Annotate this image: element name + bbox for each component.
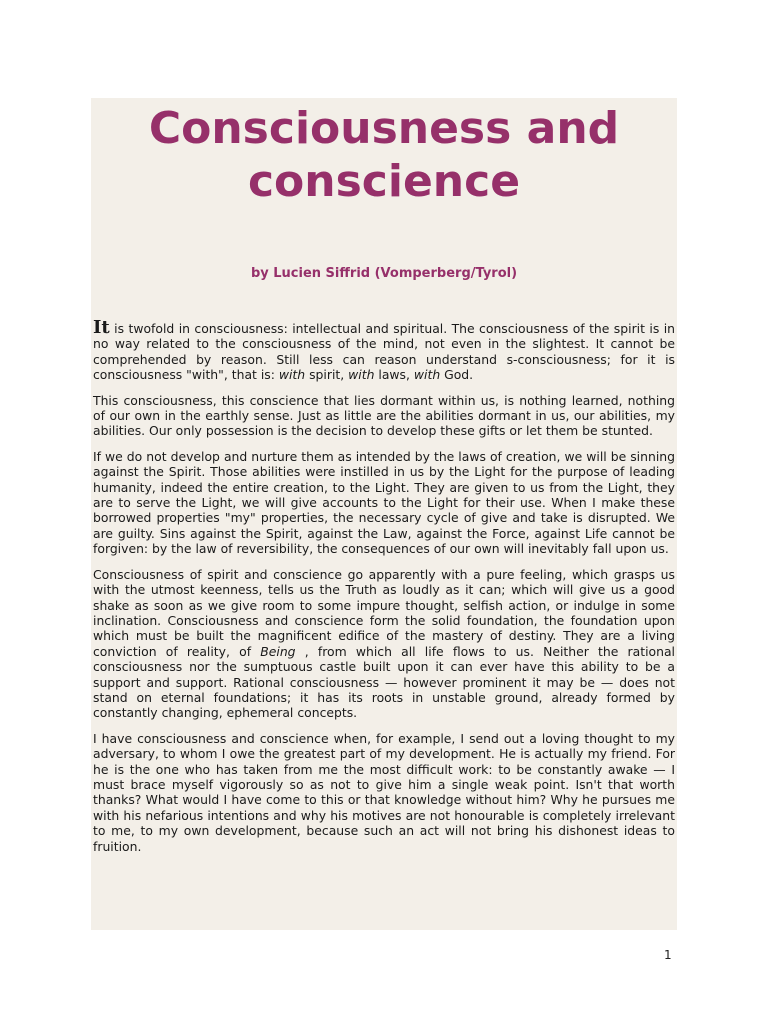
author-byline: by Lucien Siffrid (Vomperberg/Tyrol) [250, 266, 518, 281]
emphasis-being: Being [260, 643, 296, 659]
page-title: Consciousness and conscience [148, 103, 620, 207]
paragraph-1-text-c: laws, [374, 367, 414, 383]
paragraph-4-text-b: , from which all life flows to us. Neither the rational consciousness nor the sumptuous castle built upon it can ever have this ability to be a support and support. Rational consciousness — however prominent it may be — does not stand on eternal foundations; it has its roots in unstable ground, already formed by constantly changing, ephemeral concepts. [93, 643, 675, 721]
page-number: 1 [664, 948, 672, 962]
emphasis-with-3: with [413, 367, 441, 383]
paragraph-1-text-b: spirit, [305, 367, 349, 383]
paragraph-4-text-a: Consciousness of spirit and conscience go apparently with a pure feeling, which grasps us with the utmost keenness, tells us the Truth as loudly as it can; which will give us a good shake as soon as we give room to some impure thought, selfish action, or indulge in some inclination. Consciousness and conscience form the solid foundation, the foundation upon which must be built the magnificent edifice of the mastery of destiny. They are a living conviction of reality, of [93, 566, 675, 659]
emphasis-with-1: with [278, 367, 306, 383]
paragraph-4 [93, 567, 675, 721]
paragraph-1-text-a: is twofold in consciousness: intellectual and spiritual. The consciousness of the spirit is in no way related to the consciousness of the mind, not even in the slightest. It cannot be comprehended by reason. Still less can reason understand s-consciousness; for it is consciousness "with", that is: [93, 321, 675, 383]
article-panel [91, 98, 677, 930]
emphasis-with-2: with [348, 367, 375, 383]
paragraph-5: I have consciousness and conscience when, for example, I send out a loving thought to my adversary, to whom I owe the greatest part of my development. He is actually my friend. For he is the one who has taken from me the most difficult work: to be constantly awake — I must brace myself vigorously so as not to give him a single weak point. Isn't that worth thanks? What would I have come to this or that knowledge without him? Why he pursues me with his nefarious intentions and why his motives are not honourable is completely irrelevant to me, to my own development, because such an act will not bring his dishonest ideas to fruition. [93, 730, 675, 854]
paragraph-2: This consciousness, this conscience that lies dormant within us, is nothing learned, nothing of our own in the earthly sense. Just as little are the abilities dormant in us, our abilities, my abilities. Our only possession is the decision to develop these gifts or let them be stunted. [93, 392, 675, 439]
paragraph-1-text-d: God. [440, 367, 474, 383]
article-body [93, 317, 675, 854]
paragraph-3: If we do not develop and nurture them as intended by the laws of creation, we will be sinning against the Spirit. Those abilities were instilled in us by the Light for the purpose of leading humanity, indeed the entire creation, to the Light. They are given to us from the Light, they are to serve the Light, we will give accounts to the Light for their use. When I make these borrowed properties "my" properties, the necessary cycle of give and take is disrupted. We are guilty. Sins against the Spirit, against the Law, against the Force, against Life cannot be forgiven: by the law of reversibility, the consequences of our own will inevitably fall upon us. [93, 448, 675, 557]
paragraph-1 [93, 317, 675, 383]
drop-cap: It [93, 317, 110, 338]
